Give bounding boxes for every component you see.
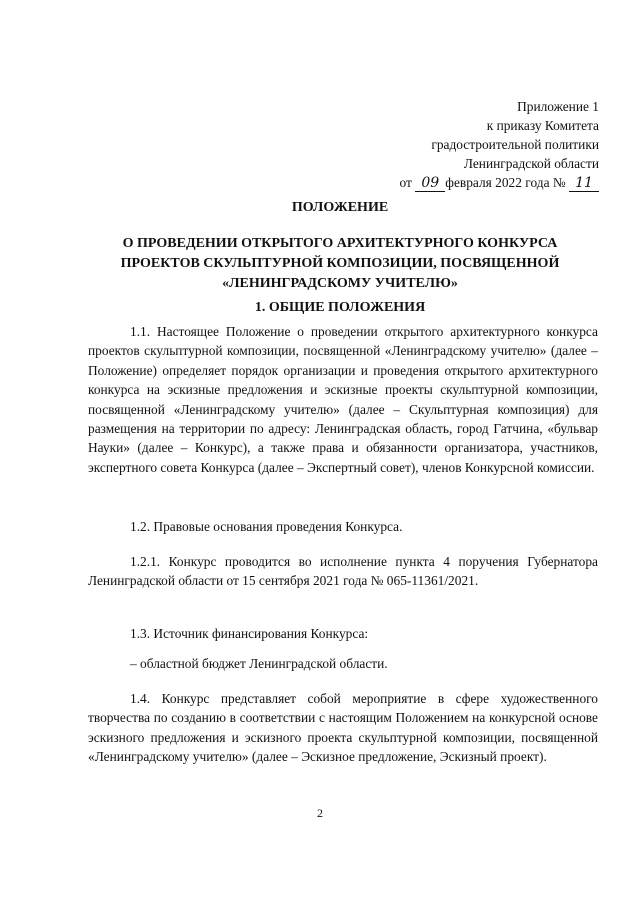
attachment-line: Приложение 1 bbox=[517, 99, 599, 114]
document-subtitle bbox=[60, 234, 620, 294]
attachment-block bbox=[400, 97, 599, 192]
paragraph-1-2-1: 1.2.1. Конкурс проводится во исполнение пункта 4 поручения Губернатора Ленинградской области от 15 сентября 2021 года № 065-11361/2021. bbox=[88, 554, 598, 589]
subtitle-line: «ЛЕНИНГРАДСКОМУ УЧИТЕЛЮ» bbox=[222, 276, 458, 291]
subtitle-line: О ПРОВЕДЕНИИ ОТКРЫТОГО АРХИТЕКТУРНОГО КОНКУРСА bbox=[122, 236, 558, 251]
subtitle-line: ПРОЕКТОВ СКУЛЬПТУРНОЙ КОМПОЗИЦИИ, ПОСВЯЩЕННОЙ bbox=[120, 256, 560, 271]
document-title: ПОЛОЖЕНИЕ bbox=[291, 200, 389, 215]
paragraph-1-1: 1.1. Настоящее Положение о проведении открытого архитектурного конкурса проектов скульптурной композиции, посвященной «Ленинградскому учителю» (далее – Положение) определяет порядок организации и проведения открытого архитектурного конкурса на эскизные предложения и эскизные проекты скульптурной композиции, посвященной «Ленинградскому учителю» (далее – Скульптурная композиция) для размещения на территории по адресу: Ленинградская область, город Гатчина, «бульвар Науки» (далее – Конкурс), а также права и обязанности организатора, участников, экспертного совета Конкурса (далее – Экспертный совет), членов Конкурсной комиссии. bbox=[88, 324, 598, 475]
order-date-line bbox=[400, 173, 599, 192]
date-prefix: от bbox=[399, 175, 412, 190]
paragraph-1-2: 1.2. Правовые основания проведения Конкурса. bbox=[130, 519, 403, 534]
handwritten-order-number: 11 bbox=[569, 176, 599, 192]
handwritten-day: 09 bbox=[415, 176, 445, 192]
paragraph-1-3: 1.3. Источник финансирования Конкурса: bbox=[130, 626, 369, 641]
attachment-line: Ленинградской области bbox=[463, 156, 599, 171]
list-item: – областной бюджет Ленинградской области. bbox=[130, 656, 388, 671]
page-number: 2 bbox=[317, 806, 323, 820]
date-middle: февраля 2022 года № bbox=[445, 175, 566, 190]
section-heading: 1. ОБЩИЕ ПОЛОЖЕНИЯ bbox=[254, 300, 426, 315]
attachment-line: градостроительной политики bbox=[431, 137, 599, 152]
paragraph-1-4: 1.4. Конкурс представляет собой мероприятие в сфере художественного творчества по созданию в соответствии с настоящим Положением на конкурсной основе эскизного предложения и эскизного проекта скульптурной композиции, посвященной «Ленинградскому учителю» (далее – Эскизное предложение, Эскизный проект). bbox=[88, 691, 598, 765]
attachment-line: к приказу Комитета bbox=[486, 118, 599, 133]
